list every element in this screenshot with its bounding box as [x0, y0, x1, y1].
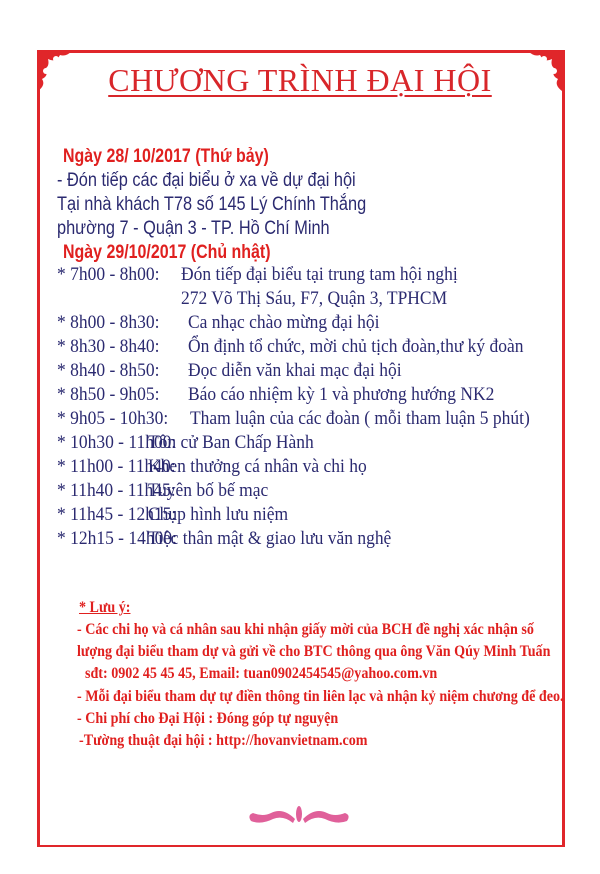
schedule-desc: Ổn định tổ chức, mời chủ tịch đoàn,thư ký đoàn: [188, 336, 524, 357]
schedule-desc: Đón tiếp đại biểu tại trung tam hội nghị: [181, 264, 458, 285]
note-line: - Các chi họ và cá nhân sau khi nhận giấy mời của BCH đề nghị xác nhận số: [77, 621, 534, 638]
schedule-desc: Khen thưởng cá nhân và chi họ: [148, 456, 367, 477]
schedule-desc: Chụp hình lưu niệm: [148, 504, 289, 525]
schedule-time: * 7h00 - 8h00:: [57, 264, 160, 285]
schedule-desc: Tiệc thân mật & giao lưu văn nghệ: [148, 528, 392, 549]
day1-line: phường 7 - Quận 3 - TP. Hồ Chí Minh: [57, 218, 330, 239]
schedule-desc: Tuyên bố bế mạc: [148, 480, 269, 501]
schedule-time: * 11h40 - 11h45:: [57, 480, 176, 501]
schedule-time: * 8h00 - 8h30:: [57, 312, 160, 333]
schedule-desc: Đọc diễn văn khai mạc đại hội: [188, 360, 402, 381]
schedule-desc: Tham luận của các đoàn ( mỗi tham luận 5 phút): [190, 408, 530, 429]
note-line: lượng đại biểu tham dự và gửi về cho BTC thông qua ông Văn Qúy Minh Tuấn: [77, 643, 551, 660]
divider-ornament-icon: [247, 805, 351, 827]
note-heading: * Lưu ý:: [79, 599, 131, 616]
schedule-time: * 11h00 - 11h40:: [57, 456, 176, 477]
day1-line: Tại nhà khách T78 số 145 Lý Chính Thắng: [57, 194, 367, 215]
schedule-time: * 12h15 - 14h00:: [57, 528, 177, 549]
schedule-desc: 272 Võ Thị Sáu, F7, Quận 3, TPHCM: [181, 288, 448, 309]
schedule-time: * 8h40 - 8h50:: [57, 360, 160, 381]
day1-heading: Ngày 28/ 10/2017 (Thứ bảy): [63, 146, 269, 167]
schedule-desc: Ca nhạc chào mừng đại hội: [188, 312, 380, 333]
day1-line: - Đón tiếp các đại biểu ở xa về dự đại hội: [57, 170, 356, 191]
note-line: - Chi phí cho Đại Hội : Đóng góp tự nguyện: [77, 710, 339, 727]
schedule-desc: Tôn cử Ban Chấp Hành: [148, 432, 314, 453]
note-line: -Tường thuật đại hội : http://hovanvietnam.com: [79, 732, 368, 749]
schedule-time: * 11h45 - 12h15:: [57, 504, 177, 525]
note-line: - Mỗi đại biểu tham dự tự điền thông tin liên lạc và nhận kỷ niệm chương để đeo.: [77, 688, 564, 705]
day2-heading: Ngày 29/10/2017 (Chủ nhật): [63, 242, 271, 263]
schedule-time: * 10h30 - 11h00:: [57, 432, 177, 453]
page-title: CHƯƠNG TRÌNH ĐẠI HỘI: [108, 62, 492, 98]
schedule-time: * 9h05 - 10h30:: [57, 408, 169, 429]
schedule-time: * 8h30 - 8h40:: [57, 336, 160, 357]
schedule-time: * 8h50 - 9h05:: [57, 384, 160, 405]
schedule-desc: Báo cáo nhiệm kỳ 1 và phương hướng NK2: [188, 384, 495, 405]
note-line: sđt: 0902 45 45 45, Email: tuan0902454545@yahoo.com.vn: [85, 665, 438, 682]
